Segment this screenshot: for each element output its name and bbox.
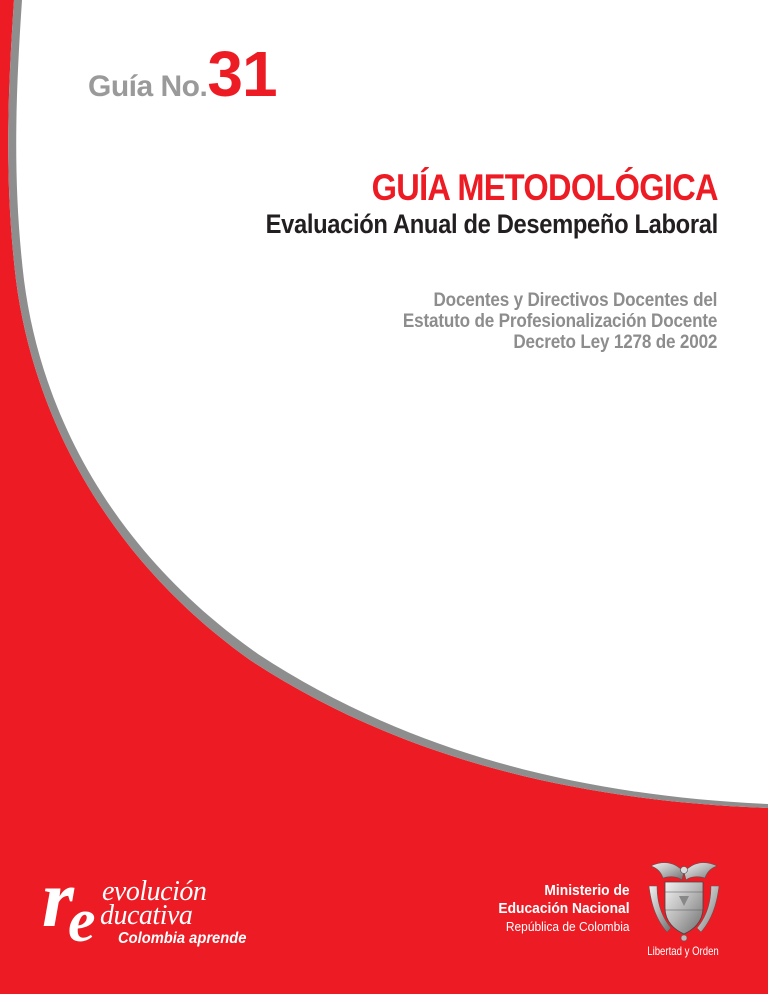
ministry-line-2: Educación Nacional (498, 900, 630, 917)
description-line: Estatuto de Profesionalización Docente (402, 311, 717, 332)
description-line: Docentes y Directivos Docentes del (433, 290, 717, 311)
logo-word-educativa: ducativa (100, 900, 193, 931)
colombia-coat-of-arms-icon (645, 858, 723, 944)
revolucion-educativa-logo (40, 853, 270, 960)
description-block (368, 290, 717, 353)
logo-initial-e: e (68, 887, 96, 955)
ministry-name-block (487, 882, 630, 935)
title-block (204, 168, 718, 240)
description-line: Decreto Ley 1278 de 2002 (513, 332, 717, 353)
ministry-line-1: Ministerio de (544, 882, 630, 899)
ministry-line-3: República de Colombia (506, 919, 630, 934)
logo-word-revolucion: evolución (102, 876, 207, 907)
logo-tagline: Colombia aprende (118, 930, 247, 947)
document-subtitle: Evaluación Anual de Desempeño Laboral (265, 209, 718, 239)
guide-label: Guía No. (88, 70, 208, 103)
guide-number: 31 (207, 38, 277, 110)
document-title: GUÍA METODOLÓGICA (371, 167, 718, 208)
crest-motto: Libertad y Orden (647, 944, 719, 958)
guide-number-heading (88, 38, 277, 110)
logo-initial-r: r (42, 853, 74, 944)
